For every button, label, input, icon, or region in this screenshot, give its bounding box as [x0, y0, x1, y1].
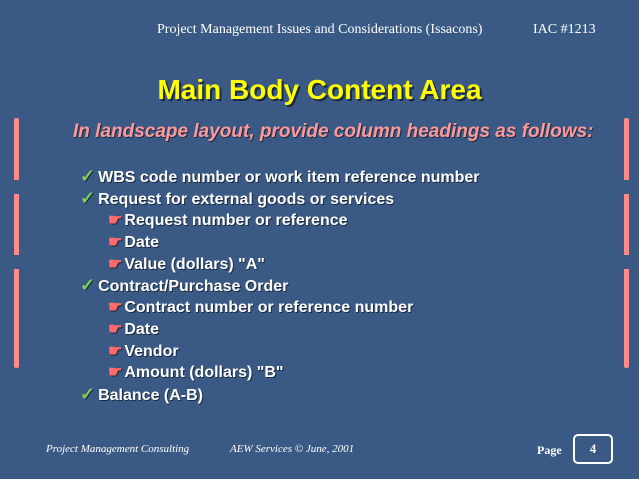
list-item-text: Contract number or reference number: [124, 299, 414, 316]
check-icon: ✓: [80, 275, 96, 295]
list-item: [108, 319, 159, 339]
pointing-hand-icon: ☛: [108, 256, 123, 273]
pointing-hand-icon: ☛: [108, 321, 123, 338]
pointing-hand-icon: ☛: [108, 343, 123, 360]
right-accent-gap: [624, 255, 629, 269]
list-item-text: WBS code number or work item reference number: [98, 169, 480, 186]
list-item-text: Date: [124, 321, 160, 338]
footer-page-label: Page: [537, 443, 562, 457]
header-code: IAC #1213: [533, 22, 596, 37]
list-item-text: Balance (A-B): [98, 387, 203, 404]
list-item: [80, 275, 288, 296]
left-accent-bar: [14, 118, 19, 368]
right-accent-gap: [624, 180, 629, 194]
list-item: [80, 166, 480, 187]
pointing-hand-icon: ☛: [108, 299, 123, 316]
header-title: Project Management Issues and Considerations (Issacons): [157, 22, 483, 37]
left-accent-gap: [14, 255, 19, 269]
slide-header: [0, 22, 639, 42]
list-item: [80, 384, 203, 405]
list-item: [108, 341, 179, 361]
list-item-text: Date: [124, 234, 160, 251]
list-item: [80, 188, 394, 209]
pointing-hand-icon: ☛: [108, 212, 123, 229]
right-accent-bar: [624, 118, 629, 368]
intro-text: In landscape layout, provide column headings as follows:: [73, 121, 594, 142]
list-item-text: Request for external goods or services: [98, 191, 395, 208]
check-icon: ✓: [80, 188, 96, 208]
slide-footer: [0, 443, 639, 463]
slide-title: Main Body Content Area: [157, 74, 482, 105]
list-item-text: Contract/Purchase Order: [98, 278, 289, 295]
list-item-text: Amount (dollars) "B": [124, 364, 284, 381]
pointing-hand-icon: ☛: [108, 234, 123, 251]
check-icon: ✓: [80, 384, 96, 404]
footer-copyright: AEW Services © June, 2001: [230, 443, 355, 455]
list-item-text: Vendor: [124, 343, 179, 360]
list-item: [108, 297, 413, 317]
left-accent-gap: [14, 180, 19, 194]
list-item: [108, 362, 284, 382]
list-item: [108, 210, 348, 230]
pointing-hand-icon: ☛: [108, 364, 123, 381]
list-item: [108, 254, 265, 274]
list-item-text: Value (dollars) "A": [124, 256, 265, 273]
page-number-box: 4: [573, 434, 613, 464]
list-item-text: Request number or reference: [124, 212, 348, 229]
check-icon: ✓: [80, 166, 96, 186]
footer-company: Project Management Consulting: [46, 443, 190, 455]
list-item: [108, 232, 159, 252]
